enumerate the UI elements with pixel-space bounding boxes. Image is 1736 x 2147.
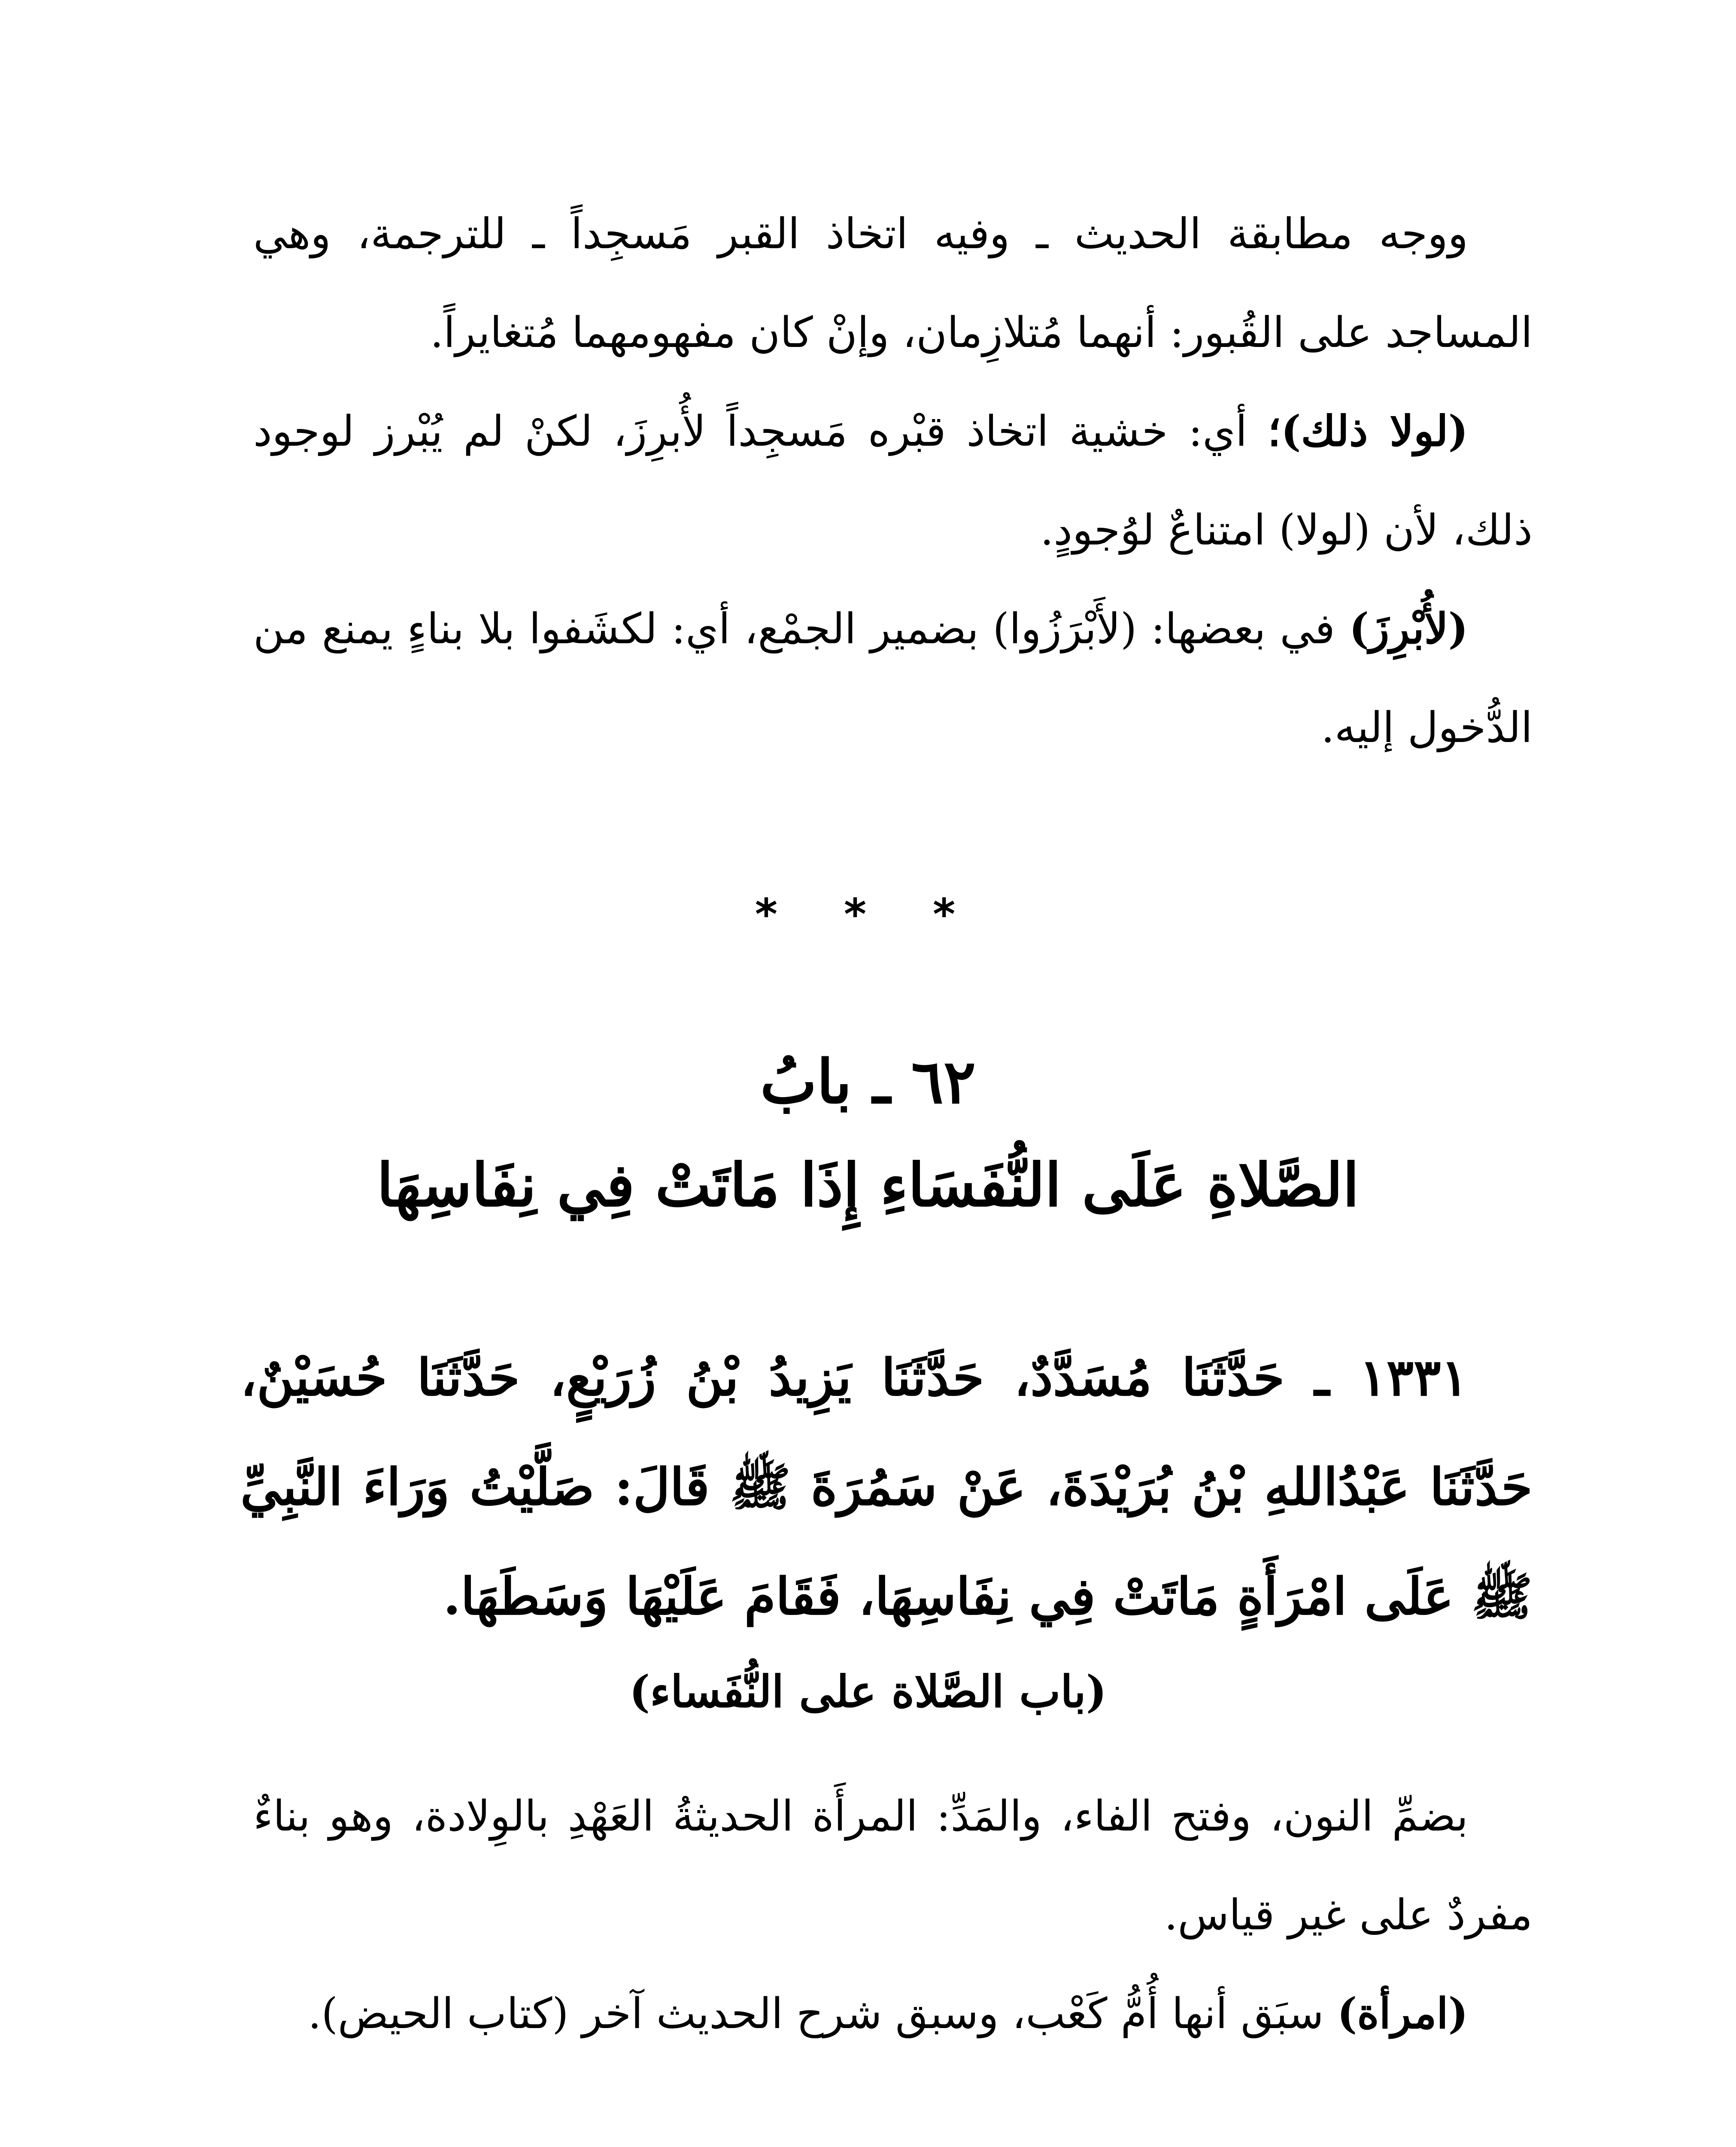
commentary-top-block (253, 185, 1533, 777)
paragraph-text: أي: خشية اتخاذ قبْره مَسجِداً لأُبرِزَ، لكنْ لم يُبْرز لوجود ذلك، لأن (لولا) امتناعٌ لوُجودٍ. (253, 407, 1533, 555)
commentary-heading: (باب الصَّلاة على النُّفَساء) (629, 1666, 1107, 1718)
paragraph-text: بضمِّ النون، وفتح الفاء، والمَدِّ: المرأَة الحديثةُ العَهْدِ بالوِلادة، وهو بناءٌ مفردٌ على غير قياس. (253, 1792, 1533, 1940)
hadith-text: ١٣٣١ ـ حَدَّثَنَا مُسَدَّدٌ، حَدَّثَنَا يَزِيدُ بْنُ زُرَيْعٍ، حَدَّثَنَا حُسَيْنٌ، حَدَّثَنَا عَبْدُاللهِ بْنُ بُرَيْدَةَ، عَنْ سَمُرَةَ ﷺ قَالَ: صَلَّيْتُ وَرَاءَ النَّبِيِّ ﷺ عَلَى امْرَأَةٍ مَاتَتْ فِي نِفَاسِهَا، فَقَامَ عَلَيْهَا وَسَطَهَا. (240, 1347, 1533, 1626)
commentary-bottom-block (253, 1767, 1533, 2063)
chapter-number: ٦٢ ـ بابُ (760, 1047, 976, 1117)
chapter-title: الصَّلاةِ عَلَى النُّفَسَاءِ إِذَا مَاتَتْ فِي نِفَاسِهَا (376, 1150, 1360, 1220)
section-separator: * * * (755, 889, 981, 940)
paragraph-lead: (امرأة) (1337, 1989, 1468, 2038)
paragraph-lead: (لأُبْرِزَ) (1349, 604, 1468, 654)
paragraph-lead: (لولا ذلك)؛ (1267, 407, 1468, 456)
paragraph-text: سبَق أنها أُمُّ كَعْب، وسبق شرح الحديث آخر (كتاب الحيض). (308, 1989, 1324, 2038)
paragraph-text: ووجه مطابقة الحديث ـ وفيه اتخاذ القبر مَسجِداً ـ للترجمة، وهي المساجد على القُبور: أنهما مُتلازِمان، وإنْ كان مفهومهما مُتغايراً. (253, 210, 1533, 357)
commentary-paragraph (253, 580, 1533, 777)
commentary-paragraph (253, 185, 1533, 382)
paragraph-text: في بعضها: (لأَبْرَزُوا) بضمير الجمْع، أي: لكشَفوا بلا بناءٍ يمنع من الدُّخول إليه. (253, 605, 1533, 752)
commentary-paragraph (253, 382, 1533, 580)
commentary-paragraph (253, 1965, 1533, 2063)
commentary-paragraph (253, 1767, 1533, 1965)
